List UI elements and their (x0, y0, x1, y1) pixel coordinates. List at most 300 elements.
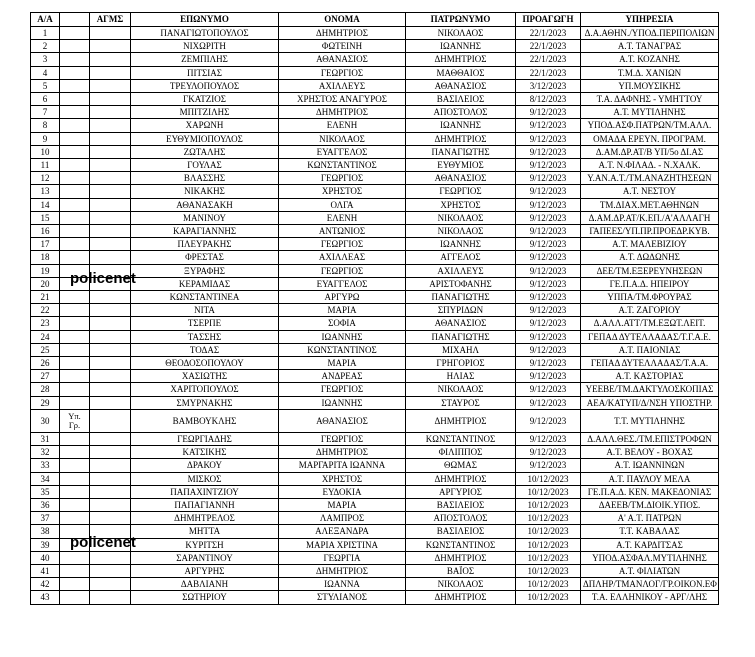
agms-cell (90, 370, 131, 383)
agms-cell (90, 330, 131, 343)
first-name-cell: ΧΡΗΣΤΟΣ (279, 472, 406, 485)
first-name-cell: ΙΩΑΝΝΑ (279, 578, 406, 591)
service-cell: ΔΠΛΗΡ/ΤΜΑΝΛΟΓ/ΓΡ.ΟΙΚΟΝ.ΕΦ (581, 578, 719, 591)
rank-cell (60, 370, 90, 383)
surname-cell: ΤΑΣΣΗΣ (131, 330, 279, 343)
surname-cell: ΣΑΡΑΝΤΙΝΟΥ (131, 551, 279, 564)
patronymic-cell: ΑΡΙΣΤΟΦΑΝΗΣ (406, 277, 516, 290)
table-row (31, 512, 719, 525)
service-cell: Α.Τ. ΒΕΛΟΥ - ΒΟΧΑΣ (581, 446, 719, 459)
row-number-cell: 19 (31, 264, 60, 277)
promotion-date-cell: 9/12/2023 (516, 304, 581, 317)
row-number-cell: 14 (31, 198, 60, 211)
rank-cell (60, 93, 90, 106)
table-row (31, 79, 719, 92)
service-cell: Α.Τ. ΔΩΔΩΝΗΣ (581, 251, 719, 264)
agms-cell (90, 106, 131, 119)
promotion-date-cell: 3/12/2023 (516, 79, 581, 92)
patronymic-cell: ΝΙΚΟΛΑΟΣ (406, 578, 516, 591)
patronymic-cell: ΓΡΗΓΟΡΙΟΣ (406, 357, 516, 370)
row-number-cell: 36 (31, 498, 60, 511)
patronymic-cell: ΙΩΑΝΝΗΣ (406, 238, 516, 251)
row-number-cell: 43 (31, 591, 60, 604)
table-row (31, 498, 719, 511)
service-cell: ΤΜ.ΔΙΑΧ.ΜΕΤ.ΑΘΗΝΩΝ (581, 198, 719, 211)
surname-cell: ΖΩΤΑΛΗΣ (131, 145, 279, 158)
service-cell: ΑΕΑ/ΚΑΤΥΠ/Δ/ΝΣΗ ΥΠΟΣΤΗΡ. (581, 396, 719, 409)
rank-cell (60, 564, 90, 577)
table-row (31, 53, 719, 66)
rank-cell (60, 66, 90, 79)
patronymic-cell: ΗΛΙΑΣ (406, 370, 516, 383)
watermark: policenet (70, 270, 136, 287)
service-cell: Δ.ΑΛΛ.ΘΕΣ./ΤΜ.ΕΠΙΣΤΡΟΦΩΝ (581, 432, 719, 445)
surname-cell: ΝΙΚΑΚΗΣ (131, 185, 279, 198)
promotion-date-cell: 9/12/2023 (516, 198, 581, 211)
surname-cell: ΚΩΝΣΤΑΝΤΙΝΕΑ (131, 291, 279, 304)
first-name-cell: ΓΕΩΡΓΙΟΣ (279, 238, 406, 251)
table-row (31, 238, 719, 251)
row-number-cell: 21 (31, 291, 60, 304)
promotion-date-cell: 9/12/2023 (516, 432, 581, 445)
patronymic-cell: ΜΑΘΘΑΙΟΣ (406, 66, 516, 79)
service-cell: Τ.Μ.Δ. ΧΑΝΙΩΝ (581, 66, 719, 79)
row-number-cell: 39 (31, 538, 60, 551)
surname-cell: ΘΕΟΔΟΣΟΠΟΥΛΟΥ (131, 357, 279, 370)
first-name-cell: ΣΟΦΙΑ (279, 317, 406, 330)
table-row (31, 291, 719, 304)
agms-cell (90, 225, 131, 238)
service-cell: ΔΕΕ/ΤΜ.ΕΞΕΡΕΥΝΗΣΕΩΝ (581, 264, 719, 277)
table-row (31, 472, 719, 485)
patronymic-cell: ΑΓΓΕΛΟΣ (406, 251, 516, 264)
row-number-cell: 29 (31, 396, 60, 409)
watermark: policenet (70, 534, 136, 551)
rank-cell (60, 198, 90, 211)
table-row (31, 591, 719, 604)
patronymic-cell: ΦΙΛΙΠΠΟΣ (406, 446, 516, 459)
agms-cell (90, 119, 131, 132)
agms-cell (90, 198, 131, 211)
first-name-cell: ΚΩΝΣΤΑΝΤΙΝΟΣ (279, 343, 406, 356)
service-cell: ΓΑΠΕΕΣ/ΥΠ.ΠΡ.ΠΡΟΕΔΡ.ΚΥΒ. (581, 225, 719, 238)
table-row (31, 459, 719, 472)
rank-cell (60, 53, 90, 66)
service-cell: Α.Τ. ΜΥΤΙΛΗΝΗΣ (581, 106, 719, 119)
rank-cell (60, 145, 90, 158)
rank-cell (60, 238, 90, 251)
first-name-cell: ΑΘΑΝΑΣΙΟΣ (279, 409, 406, 432)
agms-cell (90, 132, 131, 145)
patronymic-cell: ΔΗΜΗΤΡΙΟΣ (406, 132, 516, 145)
patronymic-cell: ΑΘΑΝΑΣΙΟΣ (406, 79, 516, 92)
first-name-cell: ΔΗΜΗΤΡΙΟΣ (279, 106, 406, 119)
patronymic-cell: ΠΑΝΑΓΙΩΤΗΣ (406, 145, 516, 158)
agms-cell (90, 459, 131, 472)
agms-cell (90, 383, 131, 396)
surname-cell: ΝΙΧΩΡΙΤΗ (131, 40, 279, 53)
table-row (31, 343, 719, 356)
agms-cell (90, 551, 131, 564)
table-row (31, 330, 719, 343)
rank-cell (60, 330, 90, 343)
table-row (31, 66, 719, 79)
surname-cell: ΚΑΤΣΙΚΗΣ (131, 446, 279, 459)
row-number-cell: 22 (31, 304, 60, 317)
rank-cell (60, 251, 90, 264)
surname-cell: ΑΘΑΝΑΣΑΚΗ (131, 198, 279, 211)
header-aa: Α/Α (31, 13, 60, 27)
patronymic-cell: ΝΙΚΟΛΑΟΣ (406, 211, 516, 224)
patronymic-cell: ΚΩΝΣΤΑΝΤΙΝΟΣ (406, 432, 516, 445)
row-number-cell: 38 (31, 525, 60, 538)
row-number-cell: 27 (31, 370, 60, 383)
agms-cell (90, 211, 131, 224)
table-row (31, 564, 719, 577)
service-cell: Α.Τ. ΠΑΙΟΝΙΑΣ (581, 343, 719, 356)
surname-cell: ΓΟΥΛΑΣ (131, 159, 279, 172)
promotion-date-cell: 9/12/2023 (516, 291, 581, 304)
patronymic-cell: ΒΑΣΙΛΕΙΟΣ (406, 525, 516, 538)
table-row (31, 93, 719, 106)
first-name-cell: ΧΡΗΣΤΟΣ (279, 185, 406, 198)
rank-cell (60, 551, 90, 564)
row-number-cell: 5 (31, 79, 60, 92)
patronymic-cell: ΒΑΣΙΛΕΙΟΣ (406, 93, 516, 106)
agms-cell (90, 238, 131, 251)
row-number-cell: 42 (31, 578, 60, 591)
agms-cell (90, 93, 131, 106)
patronymic-cell: ΙΩΑΝΝΗΣ (406, 119, 516, 132)
header-surname: ΕΠΩΝΥΜΟ (131, 13, 279, 27)
table-row (31, 198, 719, 211)
service-cell: ΓΕΠΑΔ ΔΥΤΕΛΛΑΔΑΣ/Τ.Γ.Α.Ε. (581, 330, 719, 343)
agms-cell (90, 472, 131, 485)
surname-cell: ΑΡΓΥΡΗΣ (131, 564, 279, 577)
surname-cell: ΒΛΑΣΣΗΣ (131, 172, 279, 185)
service-cell: Τ.Τ. ΜΥΤΙΛΗΝΗΣ (581, 409, 719, 432)
patronymic-cell: ΙΩΑΝΝΗΣ (406, 40, 516, 53)
header-agms: ΑΓΜΣ (90, 13, 131, 27)
first-name-cell: ΓΕΩΡΓΙΟΣ (279, 66, 406, 79)
promotion-date-cell: 10/12/2023 (516, 525, 581, 538)
service-cell: Α.Τ. ΚΑΡΔΙΤΣΑΣ (581, 538, 719, 551)
row-number-cell: 7 (31, 106, 60, 119)
service-cell: ΥΠΟΔ.ΑΣΦΑΛ.ΜΥΤΙΛΗΝΗΣ (581, 551, 719, 564)
first-name-cell: ΕΥΑΓΓΕΛΟΣ (279, 145, 406, 158)
promotion-date-cell: 22/1/2023 (516, 40, 581, 53)
personnel-table (30, 12, 719, 605)
promotion-date-cell: 9/12/2023 (516, 330, 581, 343)
row-number-cell: 1 (31, 27, 60, 40)
agms-cell (90, 66, 131, 79)
patronymic-cell: ΑΡΓΥΡΙΟΣ (406, 485, 516, 498)
promotion-date-cell: 9/12/2023 (516, 317, 581, 330)
agms-cell (90, 172, 131, 185)
service-cell: ΥΠΟΔ.ΑΣΦ.ΠΑΤΡΩΝ/ΤΜ.ΑΛΛ. (581, 119, 719, 132)
patronymic-cell: ΓΕΩΡΓΙΟΣ (406, 185, 516, 198)
service-cell: Δ.ΑΛΛ.ΑΤΤ/ΤΜ.ΕΞΩΤ.ΛΕΙΤ. (581, 317, 719, 330)
row-number-cell: 32 (31, 446, 60, 459)
rank-cell (60, 357, 90, 370)
rank-cell (60, 485, 90, 498)
table-row (31, 27, 719, 40)
first-name-cell: ΛΑΜΠΡΟΣ (279, 512, 406, 525)
first-name-cell: ΑΘΑΝΑΣΙΟΣ (279, 53, 406, 66)
service-cell: Α' Α.Τ. ΠΑΤΡΩΝ (581, 512, 719, 525)
row-number-cell: 31 (31, 432, 60, 445)
agms-cell (90, 27, 131, 40)
agms-cell (90, 317, 131, 330)
patronymic-cell: ΠΑΝΑΓΙΩΤΗΣ (406, 291, 516, 304)
first-name-cell: ΑΧΙΛΛΕΥΣ (279, 79, 406, 92)
surname-cell: ΠΑΠΑΧΙΝΤΖΙΟΥ (131, 485, 279, 498)
promotion-date-cell: 10/12/2023 (516, 578, 581, 591)
agms-cell (90, 357, 131, 370)
table-row (31, 185, 719, 198)
agms-cell (90, 512, 131, 525)
first-name-cell: ΑΝΤΩΝΙΟΣ (279, 225, 406, 238)
row-number-cell: 35 (31, 485, 60, 498)
service-cell: Α.Τ. ΖΑΓΟΡΙΟΥ (581, 304, 719, 317)
patronymic-cell: ΧΡΗΣΤΟΣ (406, 198, 516, 211)
service-cell: ΔΑΕΕΒ/ΤΜ.ΔΙΟΙΚ.ΥΠΟΣ. (581, 498, 719, 511)
agms-cell (90, 159, 131, 172)
row-number-cell: 18 (31, 251, 60, 264)
row-number-cell: 15 (31, 211, 60, 224)
rank-cell (60, 172, 90, 185)
surname-cell: ΦΡΕΣΤΑΣ (131, 251, 279, 264)
row-number-cell: 16 (31, 225, 60, 238)
rank-cell (60, 432, 90, 445)
first-name-cell: ΔΗΜΗΤΡΙΟΣ (279, 446, 406, 459)
rank-cell (60, 591, 90, 604)
rank-cell (60, 185, 90, 198)
promotion-date-cell: 10/12/2023 (516, 551, 581, 564)
rank-cell (60, 578, 90, 591)
first-name-cell: ΜΑΡΙΑ (279, 498, 406, 511)
first-name-cell: ΕΛΕΝΗ (279, 211, 406, 224)
patronymic-cell: ΒΑΪΟΣ (406, 564, 516, 577)
surname-cell: ΤΡΕΥΛΟΠΟΥΛΟΣ (131, 79, 279, 92)
service-cell: Α.Τ. ΙΩΑΝΝΙΝΩΝ (581, 459, 719, 472)
table-row (31, 396, 719, 409)
service-cell: Α.Τ. ΚΟΖΑΝΗΣ (581, 53, 719, 66)
surname-cell: ΠΑΝΑΓΙΩΤΟΠΟΥΛΟΣ (131, 27, 279, 40)
first-name-cell: ΑΡΓΥΡΩ (279, 291, 406, 304)
table-row (31, 40, 719, 53)
header-service: ΥΠΗΡΕΣΙΑ (581, 13, 719, 27)
patronymic-cell: ΘΩΜΑΣ (406, 459, 516, 472)
row-number-cell: 30 (31, 409, 60, 432)
surname-cell: ΜΠΙΤΖΙΛΗΣ (131, 106, 279, 119)
first-name-cell: ΑΛΕΞΑΝΔΡΑ (279, 525, 406, 538)
promotion-date-cell: 9/12/2023 (516, 145, 581, 158)
agms-cell (90, 304, 131, 317)
patronymic-cell: ΔΗΜΗΤΡΙΟΣ (406, 409, 516, 432)
surname-cell: ΤΣΕΡΠΕ (131, 317, 279, 330)
promotion-date-cell: 10/12/2023 (516, 564, 581, 577)
row-number-cell: 12 (31, 172, 60, 185)
surname-cell: ΠΑΠΑΓΙΑΝΝΗ (131, 498, 279, 511)
surname-cell: ΚΑΡΑΓΙΑΝΝΗΣ (131, 225, 279, 238)
header-promotion: ΠΡΟΑΓΩΓΗ (516, 13, 581, 27)
row-number-cell: 2 (31, 40, 60, 53)
surname-cell: ΔΑΒΛΙΑΝΗ (131, 578, 279, 591)
surname-cell: ΕΥΘΥΜΙΟΠΟΥΛΟΣ (131, 132, 279, 145)
table-row (31, 145, 719, 158)
table-row (31, 119, 719, 132)
surname-cell: ΞΥΡΑΦΗΣ (131, 264, 279, 277)
patronymic-cell: ΑΘΑΝΑΣΙΟΣ (406, 172, 516, 185)
patronymic-cell: ΕΥΘΥΜΙΟΣ (406, 159, 516, 172)
table-row (31, 304, 719, 317)
agms-cell (90, 251, 131, 264)
surname-cell: ΔΡΑΚΟΥ (131, 459, 279, 472)
row-number-cell: 23 (31, 317, 60, 330)
patronymic-cell: ΑΧΙΛΛΕΥΣ (406, 264, 516, 277)
agms-cell (90, 185, 131, 198)
first-name-cell: ΑΧΙΛΛΕΑΣ (279, 251, 406, 264)
row-number-cell: 28 (31, 383, 60, 396)
rank-cell (60, 291, 90, 304)
surname-cell: ΜΗΤΤΑ (131, 525, 279, 538)
agms-cell (90, 498, 131, 511)
first-name-cell: ΓΕΩΡΓΙΟΣ (279, 264, 406, 277)
service-cell: ΟΜΑΔΑ ΕΡΕΥΝ. ΠΡΟΓΡΑΜ. (581, 132, 719, 145)
promotion-date-cell: 10/12/2023 (516, 498, 581, 511)
row-number-cell: 26 (31, 357, 60, 370)
promotion-date-cell: 22/1/2023 (516, 66, 581, 79)
promotion-date-cell: 9/12/2023 (516, 106, 581, 119)
row-number-cell: 34 (31, 472, 60, 485)
rank-cell (60, 472, 90, 485)
row-number-cell: 6 (31, 93, 60, 106)
first-name-cell: ΓΕΩΡΓΙΟΣ (279, 432, 406, 445)
service-cell: Α.Τ. Ν.ΦΙΛΑΔ. - Ν.ΧΑΛΚ. (581, 159, 719, 172)
first-name-cell: ΓΕΩΡΓΙΟΣ (279, 172, 406, 185)
table-row (31, 446, 719, 459)
patronymic-cell: ΣΤΑΥΡΟΣ (406, 396, 516, 409)
patronymic-cell: ΑΠΟΣΤΟΛΟΣ (406, 512, 516, 525)
first-name-cell: ΕΥΔΟΚΙΑ (279, 485, 406, 498)
promotion-date-cell: 9/12/2023 (516, 132, 581, 145)
promotion-date-cell: 8/12/2023 (516, 93, 581, 106)
patronymic-cell: ΣΠΥΡΙΔΩΝ (406, 304, 516, 317)
first-name-cell: ΧΡΗΣΤΟΣ ΑΝΑΓΥΡΟΣ (279, 93, 406, 106)
first-name-cell: ΟΛΓΑ (279, 198, 406, 211)
rank-cell (60, 159, 90, 172)
row-number-cell: 4 (31, 66, 60, 79)
first-name-cell: ΓΕΩΡΓΙΑ (279, 551, 406, 564)
first-name-cell: ΑΝΔΡΕΑΣ (279, 370, 406, 383)
promotion-date-cell: 9/12/2023 (516, 357, 581, 370)
promotion-date-cell: 9/12/2023 (516, 225, 581, 238)
table-row (31, 383, 719, 396)
patronymic-cell: ΜΙΧΑΗΛ (406, 343, 516, 356)
rank-cell (60, 211, 90, 224)
agms-cell (90, 409, 131, 432)
row-number-cell: 20 (31, 277, 60, 290)
agms-cell (90, 343, 131, 356)
promotion-date-cell: 10/12/2023 (516, 472, 581, 485)
service-cell: Δ.Α.ΑΘΗΝ./ΥΠΟΔ.ΠΕΡΙΠΟΛΙΩΝ (581, 27, 719, 40)
first-name-cell: ΦΩΤΕΙΝΗ (279, 40, 406, 53)
promotion-date-cell: 9/12/2023 (516, 409, 581, 432)
service-cell: Δ.ΑΜ.ΔΡ.ΑΤ/Κ.ΕΠ./Α'ΑΛΛΑΓΗ (581, 211, 719, 224)
table-row (31, 370, 719, 383)
first-name-cell: ΜΑΡΙΑ (279, 304, 406, 317)
first-name-cell: ΜΑΡΙΑ (279, 357, 406, 370)
surname-cell: ΓΚΑΤΖΙΟΣ (131, 93, 279, 106)
service-cell: ΥΠΠΑ/ΤΜ.ΦΡΟΥΡΑΣ (581, 291, 719, 304)
surname-cell: ΒΑΜΒΟΥΚΛΗΣ (131, 409, 279, 432)
first-name-cell: ΕΥΑΓΓΕΛΟΣ (279, 277, 406, 290)
table-row (31, 172, 719, 185)
promotion-date-cell: 9/12/2023 (516, 119, 581, 132)
agms-cell (90, 291, 131, 304)
patronymic-cell: ΝΙΚΟΛΑΟΣ (406, 225, 516, 238)
rank-cell (60, 79, 90, 92)
row-number-cell: 3 (31, 53, 60, 66)
service-cell: Α.Τ. ΦΙΛΙΑΤΩΝ (581, 564, 719, 577)
promotion-date-cell: 9/12/2023 (516, 185, 581, 198)
promotion-date-cell: 9/12/2023 (516, 264, 581, 277)
patronymic-cell: ΑΠΟΣΤΟΛΟΣ (406, 106, 516, 119)
row-number-cell: 40 (31, 551, 60, 564)
patronymic-cell: ΔΗΜΗΤΡΙΟΣ (406, 551, 516, 564)
promotion-date-cell: 9/12/2023 (516, 172, 581, 185)
patronymic-cell: ΝΙΚΟΛΑΟΣ (406, 383, 516, 396)
surname-cell: ΣΩΤΗΡΙΟΥ (131, 591, 279, 604)
row-number-cell: 8 (31, 119, 60, 132)
rank-cell (60, 27, 90, 40)
promotion-date-cell: 9/12/2023 (516, 251, 581, 264)
table-row (31, 551, 719, 564)
row-number-cell: 41 (31, 564, 60, 577)
surname-cell: ΝΙΤΑ (131, 304, 279, 317)
service-cell: Τ.Α. ΔΑΦΝΗΣ - ΥΜΗΤΤΟΥ (581, 93, 719, 106)
patronymic-cell: ΑΘΑΝΑΣΙΟΣ (406, 317, 516, 330)
row-number-cell: 33 (31, 459, 60, 472)
surname-cell: ΠΙΤΣΙΑΣ (131, 66, 279, 79)
service-cell: Δ.ΑΜ.ΔΡ.ΑΤ/Β ΥΠ/5ο ΔΙ.ΑΣ (581, 145, 719, 158)
service-cell: Τ.Α. ΕΛΛΗΝΙΚΟΥ - ΑΡΓ/ΛΗΣ (581, 591, 719, 604)
header-patronymic: ΠΑΤΡΩΝΥΜΟ (406, 13, 516, 27)
table-row (31, 432, 719, 445)
promotion-date-cell: 10/12/2023 (516, 512, 581, 525)
table-row (31, 159, 719, 172)
row-number-cell: 10 (31, 145, 60, 158)
table-row (31, 106, 719, 119)
agms-cell (90, 564, 131, 577)
service-cell: ΓΕ.Π.Α.Δ. ΗΠΕΙΡΟΥ (581, 277, 719, 290)
rank-cell (60, 459, 90, 472)
agms-cell (90, 578, 131, 591)
service-cell: Α.Τ. ΚΑΣΤΟΡΙΑΣ (581, 370, 719, 383)
patronymic-cell: ΔΗΜΗΤΡΙΟΣ (406, 472, 516, 485)
surname-cell: ΧΑΣΙΩΤΗΣ (131, 370, 279, 383)
first-name-cell: ΔΗΜΗΤΡΙΟΣ (279, 564, 406, 577)
agms-cell (90, 485, 131, 498)
patronymic-cell: ΠΑΝΑΓΙΩΤΗΣ (406, 330, 516, 343)
promotion-date-cell: 9/12/2023 (516, 159, 581, 172)
first-name-cell: ΙΩΑΝΝΗΣ (279, 396, 406, 409)
surname-cell: ΓΕΩΡΓΙΑΔΗΣ (131, 432, 279, 445)
rank-cell (60, 396, 90, 409)
surname-cell: ΖΕΜΠΙΛΗΣ (131, 53, 279, 66)
agms-cell (90, 396, 131, 409)
